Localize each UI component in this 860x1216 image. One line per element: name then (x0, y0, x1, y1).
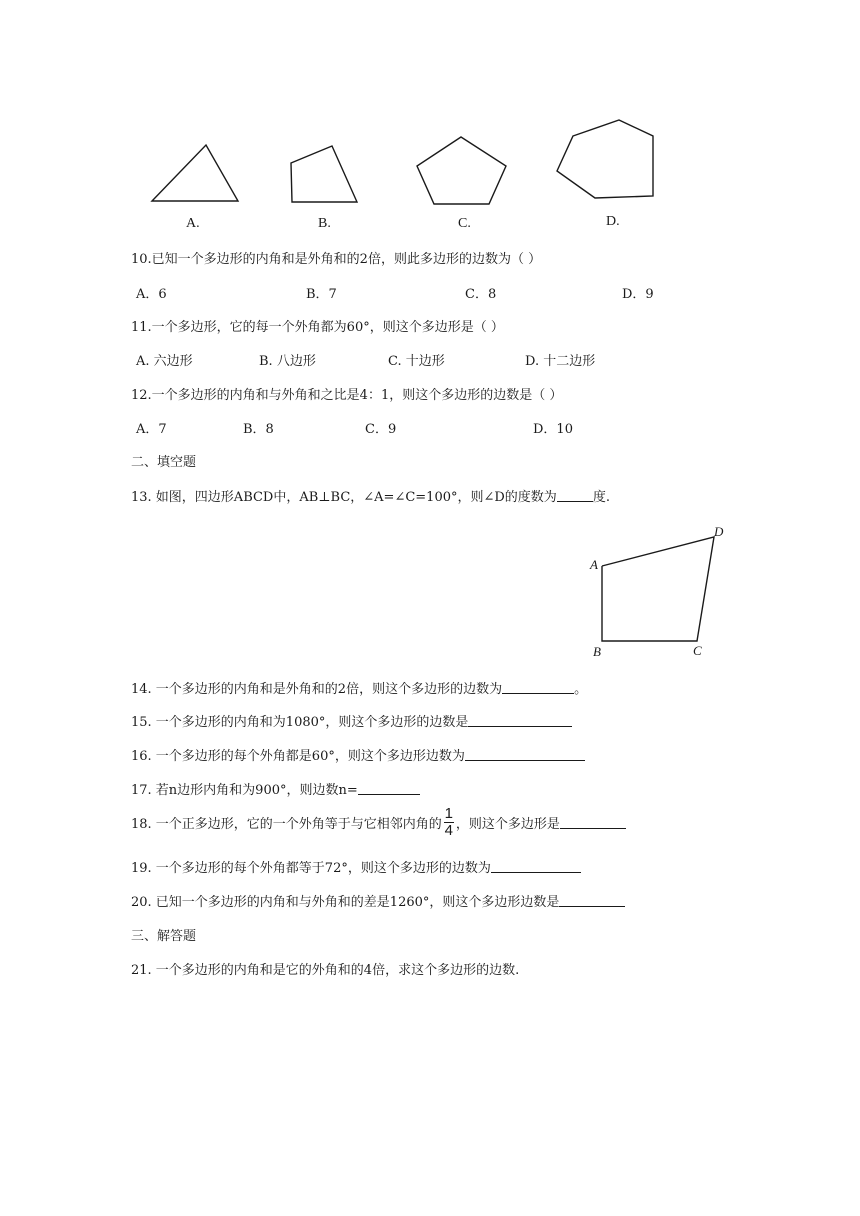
hexagon-shape (557, 120, 653, 198)
question-10-choice-b: B．7 (306, 287, 337, 302)
question-12-stem: 12.一个多边形的内角和与外角和之比是4：1，则这个多边形的边数是（ ） (131, 388, 563, 403)
question-14-text: 14. 一个多边形的内角和是外角和的2倍，则这个多边形的边数为 (131, 682, 503, 697)
question-11-choice-b: B. 八边形 (259, 354, 316, 369)
question-15-text: 15. 一个多边形的内角和为1080°，则这个多边形的边数是 (131, 715, 469, 730)
question-16-answer-blank[interactable] (465, 748, 585, 761)
question-18-text-end: ，则这个多边形是 (455, 817, 560, 832)
question-21-text: 21. 一个多边形的内角和是它的外角和的4倍，求这个多边形的边数. (131, 963, 520, 978)
quadrilateral-shape (291, 146, 357, 202)
question-11-stem: 11.一个多边形，它的每一个外角都为60°，则这个多边形是（ ） (131, 320, 504, 335)
shapes-figure (0, 0, 860, 240)
figure-option-c-label: C. (458, 216, 471, 231)
question-13-text-end: 度. (592, 490, 610, 505)
quadrilateral-abcd-figure (580, 518, 740, 663)
question-20 (131, 891, 625, 910)
question-20-text: 20. 已知一个多边形的内角和与外角和的差是1260°，则这个多边形边数是 (131, 895, 560, 910)
question-17-answer-blank[interactable] (358, 782, 420, 795)
vertex-b-label: B (593, 644, 601, 659)
question-18 (131, 806, 626, 839)
section-solution-heading: 三、解答题 (131, 929, 197, 944)
question-16 (131, 745, 585, 764)
question-19-text: 19. 一个多边形的每个外角都等于72°，则这个多边形的边数为 (131, 861, 491, 876)
question-10-choice-c: C．8 (465, 287, 497, 302)
question-14-text-end: 。 (574, 682, 588, 697)
pentagon-shape (417, 137, 506, 204)
question-15-answer-blank[interactable] (468, 714, 572, 727)
figure-option-d-label: D. (606, 214, 620, 229)
question-14-answer-blank[interactable] (502, 681, 574, 694)
question-15 (131, 711, 572, 730)
question-10-choice-d: D．9 (622, 287, 654, 302)
question-13-text: 13. 如图，四边形ABCD中，AB⊥BC，∠A=∠C=100°，则∠D的度数为 (131, 490, 557, 505)
question-18-answer-blank[interactable] (560, 816, 626, 829)
triangle-shape (152, 145, 238, 201)
figure-option-b-label: B. (318, 216, 331, 231)
one-quarter-fraction (444, 806, 454, 839)
question-12-choice-d: D．10 (533, 422, 573, 437)
fraction-denominator: 4 (444, 822, 453, 839)
question-14 (131, 678, 587, 697)
question-13-answer-blank[interactable] (557, 489, 593, 502)
question-17 (131, 779, 420, 798)
question-12-choice-a: A．7 (136, 422, 167, 437)
question-11-choice-a: A. 六边形 (136, 354, 193, 369)
question-17-text: 17. 若n边形内角和为900°，则边数n= (131, 783, 358, 798)
question-13 (131, 486, 610, 505)
question-11-choice-c: C. 十边形 (388, 354, 445, 369)
section-fill-in-heading: 二、填空题 (131, 455, 197, 470)
figure-option-a-label: A. (186, 216, 200, 231)
question-19-answer-blank[interactable] (491, 860, 581, 873)
vertex-d-label: D (714, 524, 724, 539)
quadrilateral-abcd-outline (602, 537, 714, 641)
vertex-c-label: C (693, 643, 702, 658)
vertex-a-label: A (590, 557, 598, 572)
question-19 (131, 857, 581, 876)
question-10-stem: 10.已知一个多边形的内角和是外角和的2倍，则此多边形的边数为（ ） (131, 252, 542, 267)
question-12-choice-c: C．9 (365, 422, 397, 437)
question-11-choice-d: D. 十二边形 (525, 354, 596, 369)
question-12-choice-b: B．8 (243, 422, 274, 437)
question-20-answer-blank[interactable] (559, 894, 625, 907)
question-10-choice-a: A．6 (136, 287, 167, 302)
question-16-text: 16. 一个多边形的每个外角都是60°，则这个多边形边数为 (131, 749, 465, 764)
fraction-numerator: 1 (444, 805, 453, 822)
question-18-text: 18. 一个正多边形，它的一个外角等于与它相邻内角的 (131, 817, 442, 832)
